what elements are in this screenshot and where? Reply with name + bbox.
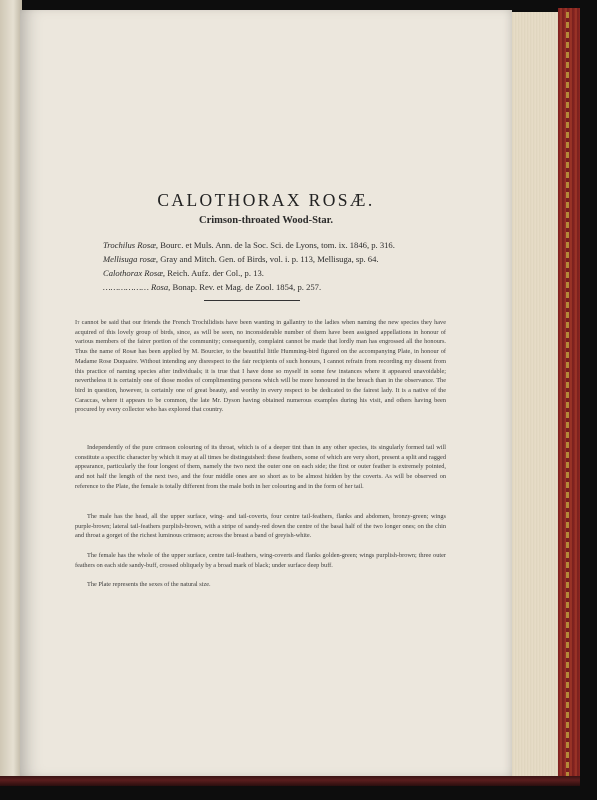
page-stack-edge — [512, 12, 558, 776]
paragraph-text: The Plate represents the sexes of the natural size. — [87, 581, 211, 588]
gilt-edge — [566, 12, 569, 778]
synonym-name: Mellisuga rosæ, — [103, 254, 159, 264]
synonym-line — [103, 268, 264, 278]
page-title: CALOTHORAX ROSÆ. — [157, 190, 375, 210]
paragraph-text: The female has the whole of the upper surface, centre tail-feathers, wing-coverts and flanks golden-green; wings purplish-brown; three outer feathers on each side sandy-buff, crossed obliquely by a broad mark of black; under surface deep buff. — [75, 552, 446, 569]
synonym-line — [103, 240, 395, 250]
paragraph-initial: It — [75, 319, 80, 326]
paragraph-text: The male has the head, all the upper surface, wing- and tail-coverts, four centre tail-feathers, flanks and abdomen, bronzy-green; wings purple-brown; lateral tail-feathers purplish-brown, with a stripe of sandy-red down the centre of the basal half of the two longer ones; on the chin and throat a gorget of the richest luminous crimson; across the breast a band of greyish-white. — [75, 513, 446, 540]
paragraph-text: cannot be said that our friends the French Trochilidists have been wanting in gallantry to the ladies when naming the new species they have acquired of this lovely group of birds, since, as will be seen, no inconsiderable number of them have been assigned appellations in honour of various members of the fairer portion of the community; consequently, complaint cannot be made that lordly man has engrossed all the honours. Thus the name of Rosæ has been applied by M. Bourcier, to the beautiful little Humming-bird figured on the accompanying Plate, in honour of Madame Rose Duquaire. Without intending any disrespect to the fair recipients of such honours, I cannot refrain from recording my dissent from this practice of naming species after individuals; it is true that I have done so myself in some few instances where it appeared unavoidable; nevertheless it is certainly one of those modes of complimenting persons which will be more honoured in the breach than in the observance. The bird in question, however, is certainly one of great beauty, and worthy in every respect to be dedicated to the fairest lady. It is a native of the Caraccas, where it appears to be common, the late Mr. Dyson having obtained numerous examples during his visit, and others having been procured by every collector who has explored that country. — [75, 319, 446, 414]
book-cover-bottom — [0, 776, 580, 786]
body-paragraph — [75, 318, 446, 415]
synonym-line — [103, 282, 321, 292]
synonym-name: Calothorax Rosæ, — [103, 268, 166, 278]
body-paragraph — [75, 443, 446, 492]
synonym-reference: Reich. Aufz. der Col., p. 13. — [165, 268, 264, 278]
paragraph-text: Independently of the pure crimson colouring of its throat, which is of a deeper tint than in any other species, its singularly formed tail will constitute a specific character by which it may at all times be distinguished: these feathers, some of which are very short, present a split and ragged appearance, particularly the four longest of them, namely the two next the outer one on each side; the first or outer feather is extremely pointed, and not half the length of the next two, and the four middle ones are so short as to be almost hidden by the coverts. As will be observed on reference to the Plate, the female is totally different from the male both in her colouring and in the form of her tail. — [75, 444, 446, 490]
section-divider — [204, 300, 300, 301]
synonym-reference: Bonap. Rev. et Mag. de Zool. 1854, p. 257. — [170, 282, 322, 292]
body-paragraph — [75, 580, 446, 590]
synonym-reference: Bourc. et Muls. Ann. de la Soc. Sci. de Lyons, tom. ix. 1846, p. 316. — [158, 240, 395, 250]
synonym-reference: Gray and Mitch. Gen. of Birds, vol. i. p. 113, Mellisuga, sp. 64. — [158, 254, 379, 264]
synonym-line — [103, 254, 379, 264]
synonym-name: ……………… Rosa, — [103, 282, 171, 292]
book-cover-spine — [558, 8, 580, 783]
page-subtitle: Crimson-throated Wood-Star. — [199, 215, 333, 226]
body-paragraph — [75, 551, 446, 570]
synonym-name: Trochilus Rosæ, — [103, 240, 159, 250]
left-page-edge — [0, 0, 22, 780]
body-paragraph — [75, 512, 446, 541]
